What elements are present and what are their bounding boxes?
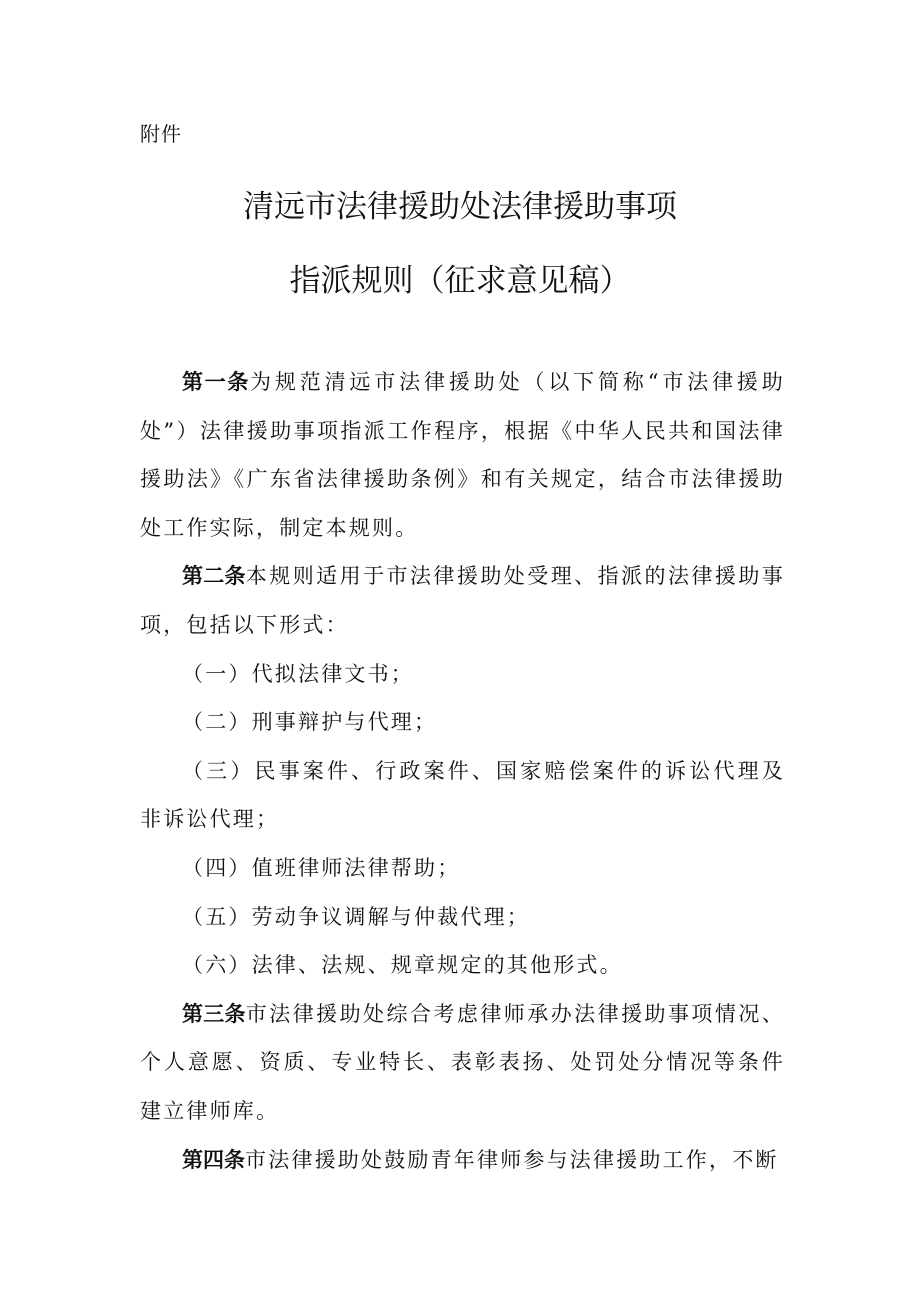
article-1 [140, 358, 785, 552]
attachment-label: 附件 [140, 122, 182, 146]
article-text: 本规则适用于市法律援助处受理、指派的法律援助事项，包括以下形式： [140, 564, 786, 637]
list-item: （二）刑事辩护与代理； [182, 710, 438, 735]
article-text: 市法律援助处鼓励青年律师参与法律援助工作，不断 [245, 1147, 779, 1172]
list-item: （三）民事案件、行政案件、国家赔偿案件的诉讼代理及非诉讼代理； [140, 758, 785, 832]
list-item: （四）值班律师法律帮助； [182, 855, 461, 880]
article-label: 第三条 [182, 1001, 246, 1026]
article-text: 为规范清远市法律援助处（以下简称“市法律援助处”）法律援助事项指派工作程序，根据《中华人民共和国法律援助法》《广东省法律援助条例》和有关规定，结合市法律援助处工作实际，制定本规则。 [140, 370, 785, 540]
article-2 [140, 552, 785, 649]
article-label: 第四条 [182, 1147, 245, 1172]
list-item: （五）劳动争议调解与仲裁代理； [182, 904, 530, 929]
article-4 [140, 1136, 785, 1185]
list-item: （一）代拟法律文书； [182, 661, 414, 686]
article-label: 第二条 [182, 564, 246, 589]
article-label: 第一条 [182, 370, 250, 394]
document-title-line-2: 指派规则（征求意见稿） [289, 263, 631, 299]
article-text: 市法律援助处综合考虑律师承办法律援助事项情况、个人意愿、资质、专业特长、表彰表扬、处罚处分情况等条件建立律师库。 [140, 1001, 786, 1123]
document-title-line-1: 清远市法律援助处法律援助事项 [243, 189, 677, 225]
article-3 [140, 990, 785, 1136]
list-item: （六）法律、法规、规章规定的其他形式。 [182, 953, 623, 978]
document-body [140, 358, 785, 1184]
